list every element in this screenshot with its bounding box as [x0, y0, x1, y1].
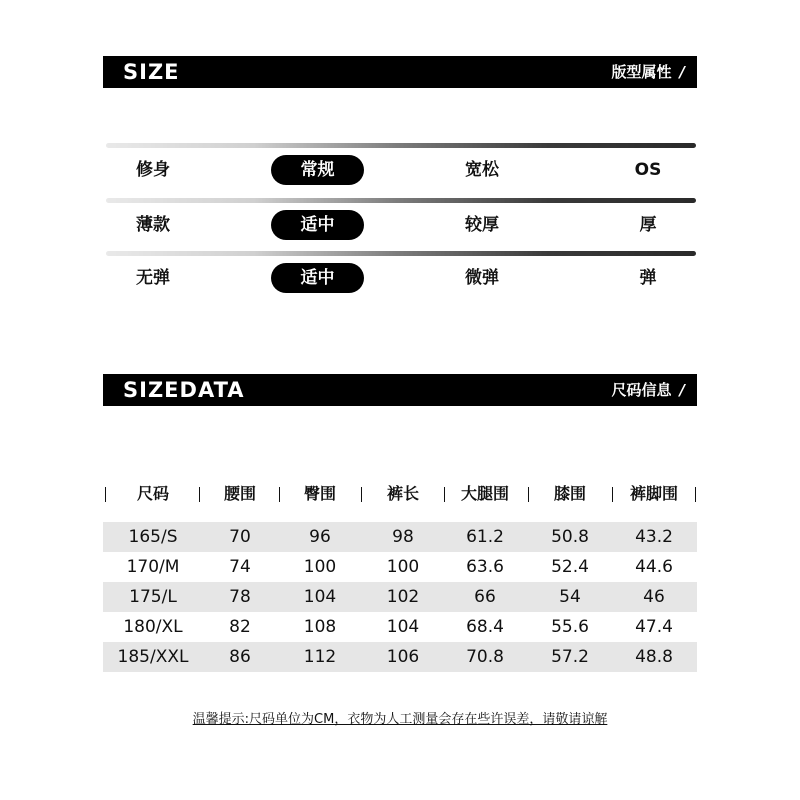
table-header-cell: 裤长 [386, 484, 419, 503]
table-row [103, 612, 697, 642]
attribute-option-selected: 常规 [271, 155, 364, 185]
attribute-option: 无弹 [136, 268, 170, 288]
table-cell: 175/L [129, 587, 177, 607]
size-section-title: SIZE [123, 60, 180, 84]
table-cell: 52.4 [551, 557, 589, 577]
table-header-cell: 臀围 [303, 484, 336, 503]
table-cell: 74 [229, 557, 251, 577]
table-cell: 68.4 [466, 617, 504, 637]
table-cell: 63.6 [466, 557, 504, 577]
attribute-option: 微弹 [465, 268, 499, 288]
attribute-option: 厚 [639, 215, 657, 235]
sizedata-section-subtitle-text: 尺码信息 [611, 381, 672, 399]
attribute-option: 薄款 [136, 215, 170, 235]
attribute-row-elasticity [106, 251, 696, 297]
table-cell: 185/XXL [117, 647, 189, 667]
table-cell: 78 [229, 587, 251, 607]
table-cell: 54 [559, 587, 581, 607]
attribute-row-fit [106, 143, 696, 189]
size-section-header [103, 56, 697, 88]
table-cell: 70 [229, 527, 251, 547]
attribute-gradient-line [106, 143, 696, 148]
table-cell: 82 [229, 617, 251, 637]
table-cell: 47.4 [635, 617, 673, 637]
table-cell: 170/M [126, 557, 180, 577]
column-separator [695, 487, 696, 502]
measurement-disclaimer: 温馨提示:尺码单位为CM，衣物为人工测量会存在些许误差，请敬请谅解 [192, 712, 608, 727]
sizedata-section-slash: / [679, 381, 685, 399]
table-cell: 44.6 [635, 557, 673, 577]
table-cell: 102 [386, 587, 420, 607]
table-row [103, 582, 697, 612]
attribute-option: 宽松 [465, 160, 499, 180]
attribute-option-selected: 适中 [271, 263, 364, 293]
table-cell: 61.2 [466, 527, 504, 547]
table-header-row [103, 476, 697, 512]
table-header-cell: 裤脚围 [629, 484, 678, 503]
attribute-gradient-line [106, 251, 696, 256]
table-cell: 104 [303, 587, 337, 607]
table-cell: 108 [303, 617, 337, 637]
attribute-option: OS [634, 160, 662, 180]
table-cell: 165/S [128, 527, 178, 547]
table-header-cell: 腰围 [223, 484, 256, 503]
table-cell: 100 [303, 557, 337, 577]
table-cell: 50.8 [551, 527, 589, 547]
sizedata-section-subtitle [612, 374, 686, 406]
table-cell: 180/XL [123, 617, 183, 637]
table-header-cell: 大腿围 [460, 484, 509, 503]
table-cell: 96 [309, 527, 331, 547]
attribute-gradient-line [106, 198, 696, 203]
sizedata-section-header [103, 374, 697, 406]
size-section-slash: / [679, 63, 685, 81]
table-header-cell: 膝围 [553, 484, 586, 503]
size-section-subtitle [612, 56, 686, 88]
sizedata-section-title: SIZEDATA [123, 378, 245, 402]
attribute-option-selected: 适中 [271, 210, 364, 240]
table-cell: 86 [229, 647, 251, 667]
table-cell: 43.2 [635, 527, 673, 547]
table-cell: 57.2 [551, 647, 589, 667]
table-row [103, 552, 697, 582]
table-cell: 55.6 [551, 617, 589, 637]
attribute-row-thickness [106, 198, 696, 244]
table-cell: 112 [303, 647, 337, 667]
attribute-option: 弹 [639, 268, 657, 288]
table-cell: 98 [392, 527, 414, 547]
attribute-option: 较厚 [465, 215, 499, 235]
table-cell: 66 [474, 587, 496, 607]
size-table [103, 476, 697, 667]
table-cell: 104 [386, 617, 420, 637]
table-row [103, 642, 697, 672]
table-cell: 46 [643, 587, 665, 607]
attribute-option: 修身 [136, 160, 170, 180]
table-header-cell: 尺码 [136, 484, 169, 503]
table-cell: 100 [386, 557, 420, 577]
size-section-subtitle-text: 版型属性 [611, 63, 672, 81]
table-cell: 70.8 [466, 647, 504, 667]
table-row [103, 522, 697, 552]
table-cell: 48.8 [635, 647, 673, 667]
table-cell: 106 [386, 647, 420, 667]
